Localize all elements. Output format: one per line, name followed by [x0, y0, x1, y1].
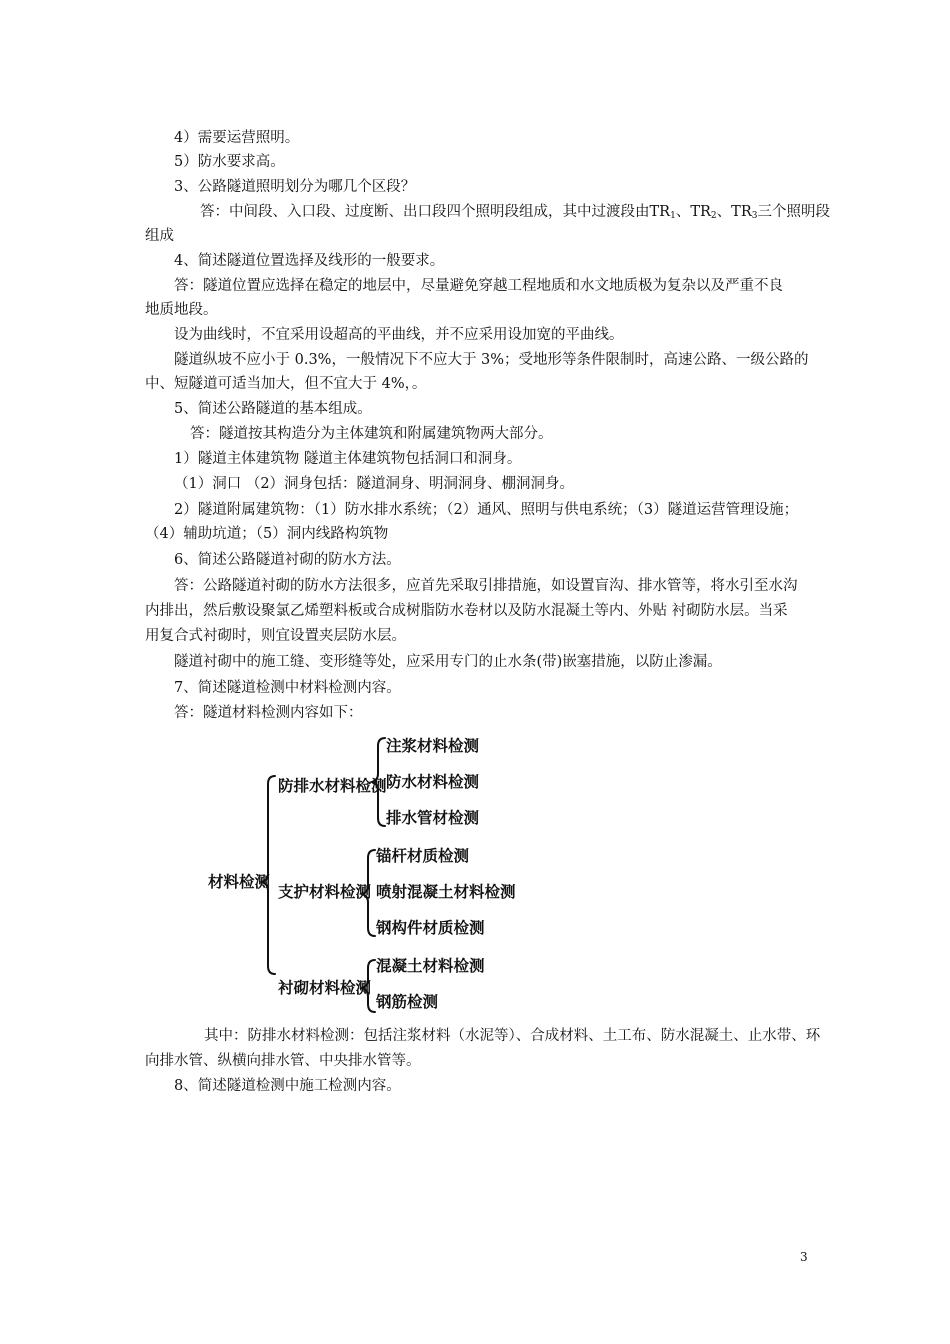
tree-leaf-node: 混凝土材料检测 [376, 957, 485, 975]
text-line: 答：隧道按其构造分为主体建筑和附属建筑物两大部分。 [190, 426, 553, 442]
text-line: 6、简述公路隧道衬砌的防水方法。 [174, 552, 401, 568]
tree-group-node: 防排水材料检测 [278, 777, 387, 795]
tree-leaf-node: 注浆材料检测 [386, 737, 480, 755]
text-line: 答：隧道位置应选择在稳定的地层中，尽量避免穿越工程地质和水文地质极为复杂以及严重不良 [174, 278, 783, 294]
page-number: 3 [800, 1250, 808, 1264]
text-line: 中、短隧道可适当加大，但不宜大于 4%，。 [145, 376, 427, 392]
text-line: 向排水管、纵横向排水管、中央排水管等。 [145, 1053, 421, 1069]
text-line: 用复合式衬砌时，则宜设置夹层防水层。 [145, 628, 406, 644]
text-line: 隧道衬砌中的施工缝、变形缝等处，应采用专门的止水条(带)嵌塞措施，以防止渗漏。 [174, 654, 722, 670]
text-line: 8、简述隧道检测中施工检测内容。 [174, 1078, 401, 1094]
text-line: 1）隧道主体建筑物 隧道主体建筑物包括洞口和洞身。 [174, 451, 522, 467]
text-span: 答：中间段、入口段、过度断、出口段四个照明段组成，其中过渡段由 [200, 204, 650, 220]
text-line: 组成 [145, 228, 174, 244]
text-line: 4、简述隧道位置选择及线形的一般要求。 [174, 253, 445, 269]
tree-group-node: 衬砌材料检测 [278, 979, 372, 997]
text-line: 隧道纵坡不应小于 0.3%，一般情况下不应大于 3%；受地形等条件限制时，高速公路、一级公路的 [174, 352, 809, 368]
text-span: 三个照明段 [757, 204, 830, 220]
text-line: 答：公路隧道衬砌的防水方法很多，应首先采取引排措施，如设置盲沟、排水管等，将水引至水沟 [174, 578, 798, 594]
text-line: 其中：防排水材料检测：包括注浆材料（水泥等）、合成材料、土工布、防水混凝土、止水带、环 [204, 1028, 821, 1044]
text-line: 答：隧道材料检测内容如下： [174, 705, 363, 721]
text-line: 地质地段。 [145, 302, 218, 318]
text-line-tr: 答：中间段、入口段、过度断、出口段四个照明段组成，其中过渡段由$TR_1$、$TR_2$、$TR_3$三个照明段 [200, 204, 830, 221]
text-line: 5、简述公路隧道的基本组成。 [174, 401, 372, 417]
text-line: （1）洞口 （2）洞身包括：隧道洞身、明洞洞身、棚洞洞身。 [174, 476, 575, 492]
text-line: 5）防水要求高。 [174, 154, 285, 170]
tree-root-node: 材料检测 [208, 873, 271, 891]
text-line: 3、公路隧道照明划分为哪几个区段？ [174, 179, 416, 195]
tree-leaf-node: 防水材料检测 [386, 773, 480, 791]
tree-leaf-node: 钢筋检测 [376, 993, 439, 1011]
tree-leaf-node: 喷射混凝土材料检测 [376, 883, 516, 901]
tree-group-node: 支护材料检测 [278, 883, 372, 901]
text-line: 7、简述隧道检测中材料检测内容。 [174, 680, 401, 696]
text-line: 2）隧道附属建筑物：（1）防水排水系统；（2）通风、照明与供电系统；（3）隧道运营管理设施； [174, 502, 799, 518]
tree-leaf-node: 钢构件材质检测 [376, 919, 485, 937]
tree-leaf-node: 排水管材检测 [386, 809, 480, 827]
tree-leaf-node: 锚杆材质检测 [376, 847, 470, 865]
text-line: 设为曲线时，不宜采用设超高的平曲线，并不应采用设加宽的平曲线。 [174, 327, 624, 343]
material-testing-tree-diagram [200, 728, 520, 1028]
text-line: 4）需要运营照明。 [174, 130, 300, 146]
text-line: 内排出，然后敷设聚氯乙烯塑料板或合成树脂防水卷材以及防水混凝土等内、外贴 衬砌防水层。当采 [145, 603, 788, 619]
text-line: （4）辅助坑道；（5）洞内线路构筑物 [145, 526, 389, 542]
